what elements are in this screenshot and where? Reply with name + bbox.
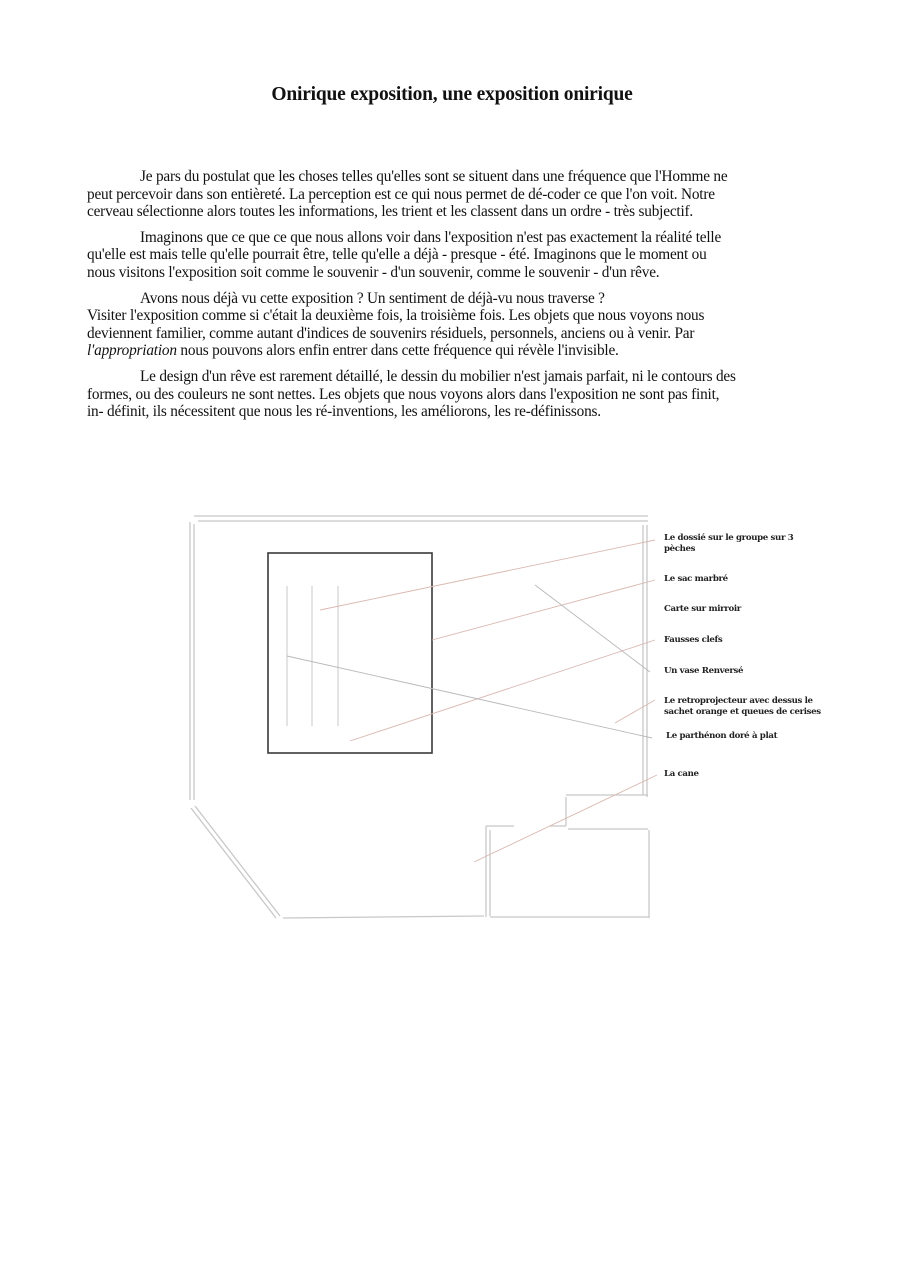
label-parthenon: Le parthénon doré à plat — [666, 731, 778, 741]
label-dossier-cont: pèches — [664, 544, 696, 554]
paragraph-3-line-2: Visiter l'exposition comme si c'était la deuxième fois, la troisième fois. Les objets que nous voyons nous — [87, 307, 705, 325]
leader-vase — [535, 585, 650, 672]
paragraph-4-line-2: formes, ou des couleurs ne sont nettes. Les objets que nous voyons alors dans l'exposition ne sont pas finit, — [87, 385, 720, 403]
paragraph-1-line-1: Je pars du postulat que les choses telles qu'elles sont se situent dans une fréquence que l'Homme ne — [140, 168, 728, 185]
label-retroprojecteur: Le retroprojecteur avec dessus le — [664, 696, 813, 706]
paragraph-1-line-2: peut percevoir dans son entièreté. La perception est ce qui nous permet de dé-coder ce que l'on voit. Notre — [87, 185, 715, 203]
paragraph-3-line-4: nous pouvons alors enfin entrer dans cette fréquence qui révèle l'invisible. — [176, 342, 619, 360]
leader-cane — [474, 775, 657, 862]
paragraph-1-line-3: cerveau sélectionne alors toutes les informations, les trient et les classent dans un ordre - très subjectif. — [87, 203, 694, 221]
leader-lines — [287, 540, 657, 862]
leader-fausses-clefs — [350, 640, 655, 741]
label-carte-miroir: Carte sur mirroir — [664, 604, 741, 614]
paragraph-3-emphasis: l'appropriation — [87, 342, 177, 360]
document-title: Onirique exposition, une exposition onirique — [271, 84, 633, 105]
leader-retroprojecteur — [615, 700, 655, 723]
label-cane: La cane — [664, 769, 699, 779]
paragraph-2-line-1: Imaginons que ce que ce que nous allons voir dans l'exposition n'est pas exactement la réalité telle — [140, 228, 722, 246]
label-sac-marbre: Le sac marbré — [664, 574, 728, 584]
wall-diagonal-inner — [195, 806, 280, 916]
leader-parthenon — [287, 656, 652, 738]
paragraph-2-line-2: qu'elle est mais telle qu'elle pourrait être, telle qu'elle a déjà - presque - été. Imaginons que le moment ou — [87, 246, 707, 264]
label-vase: Un vase Renversé — [664, 666, 744, 676]
paragraph-3-line-3: deviennent familier, comme autant d'indices de souvenirs résiduels, personnels, anciens ou à venir. Par — [87, 324, 695, 342]
leader-sac-marbre — [432, 580, 655, 640]
paragraph-3-line-1: Avons nous déjà vu cette exposition ? Un sentiment de déjà-vu nous traverse ? — [140, 289, 605, 307]
paragraph-4-line-3: in- définit, ils nécessitent que nous les ré-inventions, les améliorons, les re-définissons. — [87, 403, 601, 421]
wall-bottom — [283, 916, 484, 918]
label-dossier: Le dossié sur le groupe sur 3 — [664, 533, 794, 543]
label-fausses-clefs: Fausses clefs — [664, 635, 723, 645]
wall-diagonal-outer — [191, 808, 276, 918]
table-rectangle — [268, 553, 432, 753]
paragraph-4-line-1: Le design d'un rêve est rarement détaillé, le dessin du mobilier n'est jamais parfait, ni le contours des — [140, 367, 736, 385]
label-retroprojecteur-cont: sachet orange et queues de cerises — [664, 707, 821, 717]
table-inner-lines — [287, 586, 338, 726]
paragraph-2-line-3: nous visitons l'exposition soit comme le souvenir - d'un souvenir, comme le souvenir - d'un rêve. — [87, 263, 660, 281]
leader-dossier — [320, 540, 655, 610]
plan-walls — [190, 516, 649, 918]
